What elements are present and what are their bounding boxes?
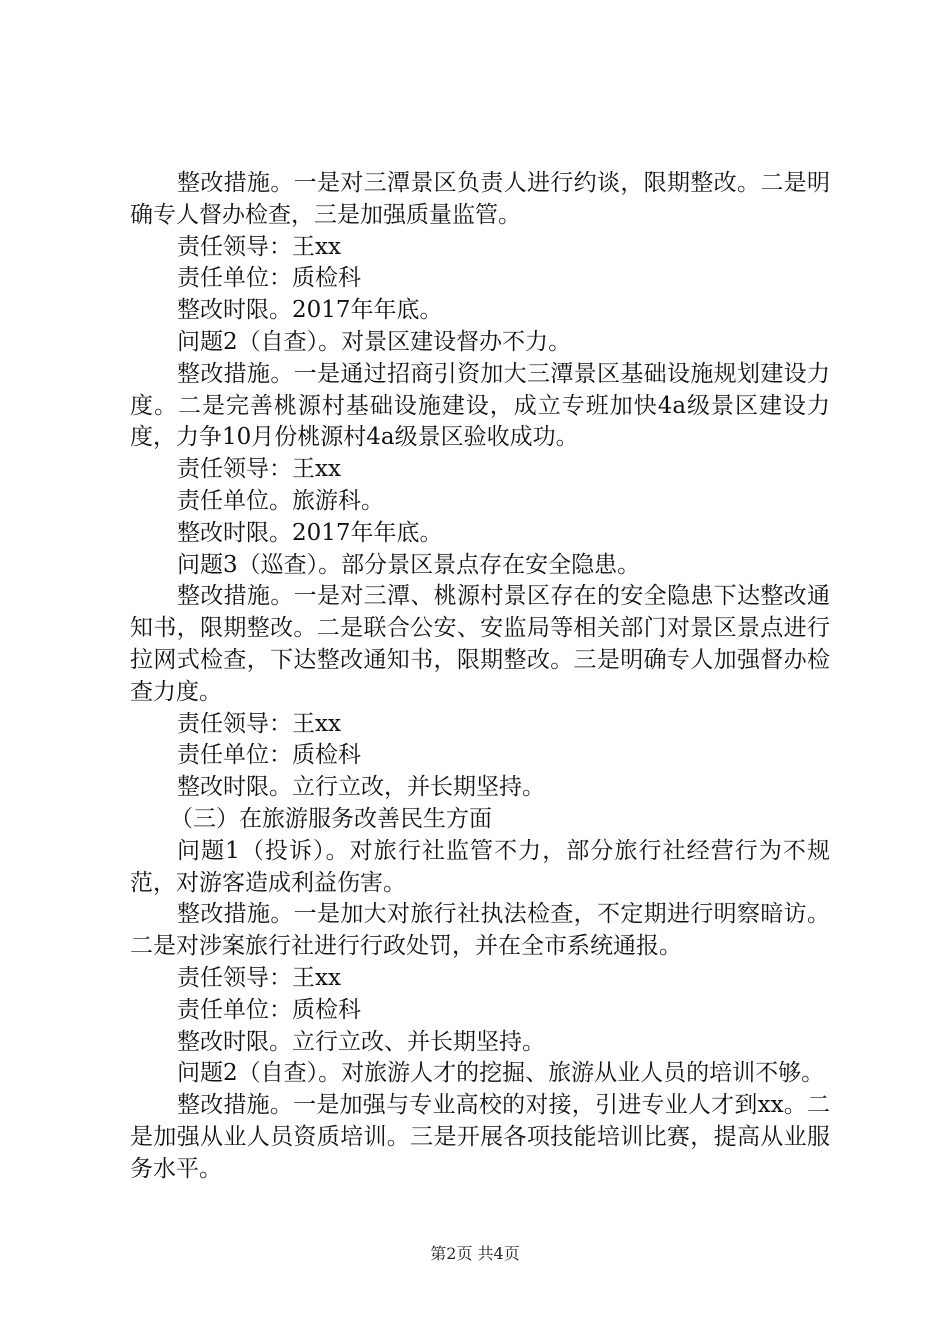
paragraph-measures-1: 整改措施。一是对三潭景区负责人进行约谈，限期整改。二是明确专人督办检查，三是加强质量监管。 [130, 170, 830, 228]
paragraph-leader-1: 责任领导：王xx [177, 233, 341, 260]
paragraph-unit-2: 责任单位。旅游科。 [177, 487, 384, 514]
paragraph-unit-4: 责任单位：质检科 [177, 996, 361, 1023]
section-heading-3: （三）在旅游服务改善民生方面 [170, 805, 492, 832]
paragraph-leader-3: 责任领导：王xx [177, 710, 341, 737]
paragraph-measures-4: 整改措施。一是加大对旅行社执法检查，不定期进行明察暗访。二是对涉案旅行社进行行政处罚，并在全市系统通报。 [130, 901, 830, 960]
paragraph-deadline-4: 整改时限。立行立改、并长期坚持。 [177, 1028, 545, 1055]
paragraph-issue-5: 问题2（自查）。对旅游人才的挖掘、旅游从业人员的培训不够。 [177, 1060, 825, 1087]
page-footer [0, 1244, 950, 1264]
paragraph-unit-1: 责任单位：质检科 [177, 265, 361, 292]
paragraph-deadline-1: 整改时限。2017年年底。 [177, 297, 443, 324]
page-number-label: 第2页 共4页 [430, 1244, 520, 1263]
paragraph-measures-2: 整改措施。一是通过招商引资加大三潭景区基础设施规划建设力度。二是完善桃源村基础设施建设，成立专班加快4a级景区建设力度，力争10月份桃源村4a级景区验收成功。 [130, 360, 830, 451]
document-body [130, 168, 830, 1186]
paragraph-issue-3: 问题3（巡查）。部分景区景点存在安全隐患。 [177, 551, 641, 578]
paragraph-leader-2: 责任领导：王xx [177, 456, 341, 483]
paragraph-deadline-2: 整改时限。2017年年底。 [177, 519, 443, 546]
paragraph-leader-4: 责任领导：王xx [177, 964, 341, 991]
paragraph-issue-2: 问题2（自查）。对景区建设督办不力。 [177, 328, 572, 355]
paragraph-issue-4: 问题1（投诉）。对旅行社监管不力，部分旅行社经营行为不规范，对游客造成利益伤害。 [130, 837, 830, 896]
paragraph-measures-5: 整改措施。一是加强与专业高校的对接，引进专业人才到xx。二是加强从业人员资质培训。三是开展各项技能培训比赛，提高从业服务水平。 [130, 1092, 830, 1182]
paragraph-measures-3: 整改措施。一是对三潭、桃源村景区存在的安全隐患下达整改通知书，限期整改。二是联合公安、安监局等相关部门对景区景点进行拉网式检查，下达整改通知书，限期整改。三是明确专人加强督办检查力度。 [130, 583, 830, 705]
paragraph-unit-3: 责任单位：质检科 [177, 742, 361, 769]
paragraph-deadline-3: 整改时限。立行立改，并长期坚持。 [177, 774, 545, 801]
